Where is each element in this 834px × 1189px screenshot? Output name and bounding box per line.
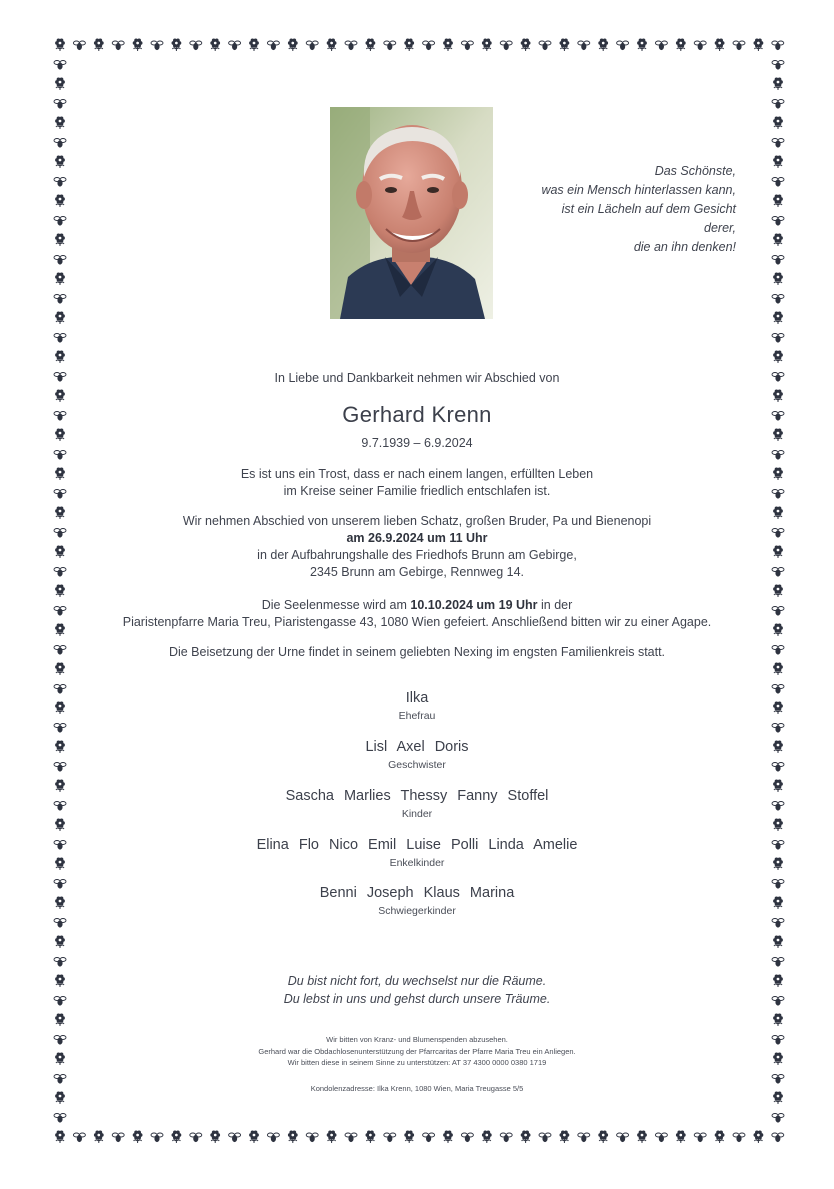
flower-icon xyxy=(210,1131,220,1144)
bee-icon xyxy=(772,139,784,148)
bee-icon xyxy=(54,256,66,265)
flower-icon xyxy=(210,39,220,52)
bee-icon xyxy=(54,139,66,148)
bee-icon xyxy=(694,41,706,50)
bee-icon xyxy=(539,41,551,50)
closing-quote-line: Du lebst in uns und gehst durch unsere Träume. xyxy=(283,992,551,1006)
family-names: Sascha Marlies Thessy Fanny Stoffel xyxy=(285,788,549,804)
flower-icon xyxy=(773,390,783,403)
flower-icon xyxy=(55,936,65,949)
bee-icon xyxy=(384,1133,396,1142)
family-role: Enkelkinder xyxy=(389,857,445,869)
bee-icon xyxy=(772,334,784,343)
mass-prefix: Die Seelenmesse wird am xyxy=(261,598,411,612)
bee-icon xyxy=(54,724,66,733)
bee-icon xyxy=(772,61,784,70)
donation-notes xyxy=(0,1034,834,1069)
bee-icon xyxy=(54,919,66,928)
bee-icon xyxy=(655,41,667,50)
flower-icon xyxy=(55,39,65,52)
family-group-siblings xyxy=(0,739,834,771)
flower-icon xyxy=(55,351,65,364)
family-names: Lisl Axel Doris xyxy=(365,739,469,755)
flower-icon xyxy=(55,78,65,91)
flower-icon xyxy=(773,1014,783,1027)
flower-icon xyxy=(55,273,65,286)
bee-icon xyxy=(500,1133,512,1142)
family-names: Elina Flo Nico Emil Luise Polli Linda Amelie xyxy=(256,837,578,853)
flower-icon xyxy=(404,1131,414,1144)
bee-icon xyxy=(772,919,784,928)
bee-icon xyxy=(772,178,784,187)
flower-icon xyxy=(327,1131,337,1144)
flower-icon xyxy=(773,312,783,325)
bee-icon xyxy=(267,41,279,50)
bee-icon xyxy=(306,1133,318,1142)
family-group-in-laws xyxy=(0,885,834,917)
top-quote-line: was ein Mensch hinterlassen kann, xyxy=(541,183,736,197)
bee-icon xyxy=(655,1133,667,1142)
flower-icon xyxy=(133,1131,143,1144)
bee-icon xyxy=(384,41,396,50)
portrait-illustration xyxy=(330,107,493,319)
bee-icon xyxy=(54,217,66,226)
bee-icon xyxy=(772,41,784,50)
bee-icon xyxy=(54,1114,66,1123)
bee-icon xyxy=(54,451,66,460)
bee-icon xyxy=(54,61,66,70)
bee-icon xyxy=(151,1133,163,1142)
bee-icon xyxy=(73,1133,85,1142)
flower-icon xyxy=(773,156,783,169)
top-quote-line: derer, xyxy=(704,221,736,235)
flower-icon xyxy=(55,234,65,247)
bee-icon xyxy=(190,1133,202,1142)
bee-icon xyxy=(772,295,784,304)
flower-icon xyxy=(482,39,492,52)
bee-icon xyxy=(500,41,512,50)
flower-icon xyxy=(94,39,104,52)
bee-icon xyxy=(112,1133,124,1142)
bee-icon xyxy=(772,100,784,109)
flower-icon xyxy=(560,1131,570,1144)
flower-icon xyxy=(55,195,65,208)
flower-icon xyxy=(773,585,783,598)
bee-icon xyxy=(229,1133,241,1142)
bee-icon xyxy=(345,41,357,50)
flower-icon xyxy=(172,39,182,52)
flower-icon xyxy=(598,1131,608,1144)
flower-icon xyxy=(560,39,570,52)
flower-icon xyxy=(637,39,647,52)
flower-icon xyxy=(133,39,143,52)
paragraph-line: Piaristenpfarre Maria Treu, Piaristengasse 43, 1080 Wien gefeiert. Anschließend bitten wir zu einer Agape. xyxy=(122,615,712,629)
family-names: Ilka xyxy=(405,690,429,706)
bee-icon xyxy=(772,256,784,265)
top-quote-line: Das Schönste, xyxy=(654,164,736,178)
family-names: Benni Joseph Klaus Marina xyxy=(319,885,515,901)
flower-icon xyxy=(366,1131,376,1144)
top-quote xyxy=(476,162,736,257)
paragraph-line: in der Aufbahrungshalle des Friedhofs Brunn am Gebirge, xyxy=(257,548,577,562)
note-line: Wir bitten von Kranz- und Blumenspenden abzusehen. xyxy=(326,1035,508,1044)
bee-icon xyxy=(54,178,66,187)
bee-icon xyxy=(54,334,66,343)
deceased-name: Gerhard Krenn xyxy=(342,402,492,427)
flower-icon xyxy=(366,39,376,52)
flower-icon xyxy=(773,234,783,247)
flower-icon xyxy=(773,936,783,949)
flower-icon xyxy=(443,39,453,52)
flower-icon xyxy=(55,585,65,598)
paragraph-line: 2345 Brunn am Gebirge, Rennweg 14. xyxy=(309,565,525,579)
bee-icon xyxy=(772,1133,784,1142)
flower-icon xyxy=(55,1014,65,1027)
closing-quote-line: Du bist nicht fort, du wechselst nur die Räume. xyxy=(287,974,547,988)
note-line: Gerhard war die Obdachlosenunterstützung der Pfarrcaritas der Pfarre Maria Treu ein Anliegen. xyxy=(258,1046,576,1056)
family-role: Ehefrau xyxy=(398,710,436,722)
flower-icon xyxy=(521,1131,531,1144)
flower-icon xyxy=(715,39,725,52)
mass-paragraph xyxy=(0,597,834,631)
flower-icon xyxy=(55,1131,65,1144)
paragraph-line: Es ist uns ein Trost, dass er nach einem langen, erfüllten Leben xyxy=(240,467,594,481)
flower-icon xyxy=(676,1131,686,1144)
mass-date: 10.10.2024 um 19 Uhr xyxy=(410,598,538,612)
flower-icon xyxy=(773,351,783,364)
bee-icon xyxy=(461,41,473,50)
bee-icon xyxy=(229,41,241,50)
bee-icon xyxy=(733,1133,745,1142)
farewell-date: am 26.9.2024 um 11 Uhr xyxy=(346,531,488,545)
condolence-address: Kondolenzadresse: Ilka Krenn, 1080 Wien, Maria Treugasse 5/5 xyxy=(310,1084,524,1093)
bee-icon xyxy=(54,958,66,967)
family-group-spouse xyxy=(0,690,834,722)
flower-icon xyxy=(482,1131,492,1144)
bee-icon xyxy=(54,295,66,304)
bee-icon xyxy=(151,41,163,50)
flower-icon xyxy=(443,1131,453,1144)
intro-text: In Liebe und Dankbarkeit nehmen wir Abschied von xyxy=(274,371,560,385)
flower-icon xyxy=(773,195,783,208)
flower-icon xyxy=(288,39,298,52)
family-group-grandchildren xyxy=(0,837,834,869)
bee-icon xyxy=(617,41,629,50)
paragraph-line: im Kreise seiner Familie friedlich entschlafen ist. xyxy=(283,484,551,498)
flower-icon xyxy=(94,1131,104,1144)
bee-icon xyxy=(772,724,784,733)
flower-icon xyxy=(55,663,65,676)
burial-paragraph: Die Beisetzung der Urne findet in seinem geliebten Nexing im engsten Familienkreis statt. xyxy=(168,645,666,659)
bee-icon xyxy=(772,958,784,967)
family-role: Kinder xyxy=(401,808,433,820)
flower-icon xyxy=(288,1131,298,1144)
flower-icon xyxy=(773,78,783,91)
flower-icon xyxy=(773,117,783,130)
bee-icon xyxy=(345,1133,357,1142)
bee-icon xyxy=(772,217,784,226)
bee-icon xyxy=(461,1133,473,1142)
flower-icon xyxy=(55,117,65,130)
bee-icon xyxy=(54,100,66,109)
flower-icon xyxy=(521,39,531,52)
flower-icon xyxy=(172,1131,182,1144)
flower-icon xyxy=(249,39,259,52)
bee-icon xyxy=(267,1133,279,1142)
bee-icon xyxy=(733,41,745,50)
flower-icon xyxy=(404,39,414,52)
bee-icon xyxy=(423,1133,435,1142)
flower-icon xyxy=(637,1131,647,1144)
bee-icon xyxy=(772,451,784,460)
flower-icon xyxy=(55,390,65,403)
bee-icon xyxy=(112,41,124,50)
mass-suffix: in der xyxy=(537,598,573,612)
portrait-photo xyxy=(330,107,493,319)
bee-icon xyxy=(578,41,590,50)
family-role: Geschwister xyxy=(388,759,446,771)
bee-icon xyxy=(539,1133,551,1142)
closing-quote xyxy=(0,972,834,1008)
comfort-paragraph xyxy=(0,466,834,500)
flower-icon xyxy=(715,1131,725,1144)
farewell-paragraph xyxy=(0,513,834,581)
top-quote-line: die an ihn denken! xyxy=(633,240,736,254)
flower-icon xyxy=(327,39,337,52)
flower-icon xyxy=(55,819,65,832)
flower-icon xyxy=(773,819,783,832)
bee-icon xyxy=(423,41,435,50)
family-role: Schwiegerkinder xyxy=(378,905,456,917)
bee-icon xyxy=(306,41,318,50)
flower-icon xyxy=(754,39,764,52)
flower-icon xyxy=(754,1131,764,1144)
paragraph-line: Wir nehmen Abschied von unserem lieben Schatz, großen Bruder, Pa und Bienenopi xyxy=(182,514,652,528)
flower-icon xyxy=(55,312,65,325)
bee-icon xyxy=(190,41,202,50)
note-line: Wir bitten diese in seinem Sinne zu unterstützen: AT 37 4300 0000 0380 1719 xyxy=(287,1058,547,1067)
family-group-children xyxy=(0,788,834,820)
flower-icon xyxy=(773,663,783,676)
flower-icon xyxy=(598,39,608,52)
bee-icon xyxy=(772,1114,784,1123)
bee-icon xyxy=(578,1133,590,1142)
bee-icon xyxy=(694,1133,706,1142)
flower-icon xyxy=(55,156,65,169)
flower-icon xyxy=(676,39,686,52)
flower-icon xyxy=(249,1131,259,1144)
bee-icon xyxy=(73,41,85,50)
life-dates: 9.7.1939 – 6.9.2024 xyxy=(361,436,473,450)
top-quote-line: ist ein Lächeln auf dem Gesicht xyxy=(561,202,736,216)
flower-icon xyxy=(773,273,783,286)
bee-icon xyxy=(617,1133,629,1142)
